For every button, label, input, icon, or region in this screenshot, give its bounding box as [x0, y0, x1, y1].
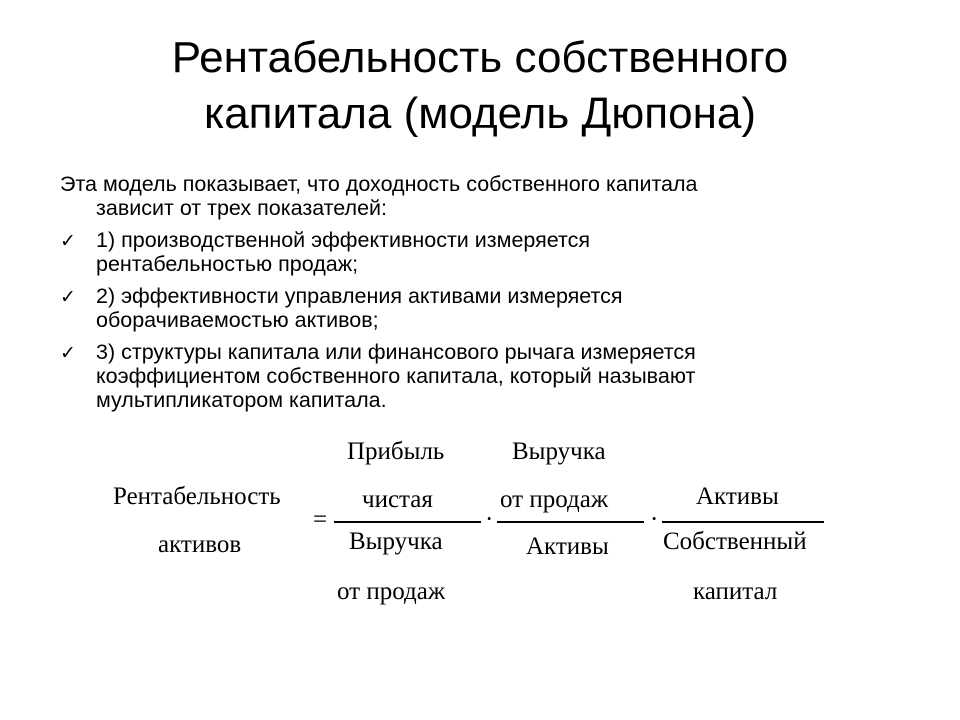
check-icon: ✓: [60, 342, 76, 364]
check-icon: ✓: [60, 286, 76, 308]
fraction-1-numerator-line-2: чистая: [362, 486, 433, 513]
multiply-dot: ·: [485, 506, 494, 533]
fraction-2-numerator-line-2: от продаж: [500, 486, 609, 513]
formula-lhs-line-2: активов: [158, 531, 242, 558]
bullet-line: мультипликатором капитала.: [96, 388, 387, 412]
fraction-1-denominator-line-1: Выручка: [349, 528, 443, 555]
fraction-2-bar: [497, 521, 644, 523]
bullet-line: коэффициентом собственного капитала, который называют: [96, 364, 696, 388]
intro-line-1: Эта модель показывает, что доходность собственного капитала: [60, 172, 698, 196]
formula-lhs-line-1: Рентабельность: [113, 483, 281, 510]
fraction-3-bar: [662, 521, 824, 523]
check-icon: ✓: [60, 230, 76, 252]
bullet-line: рентабельностью продаж;: [96, 252, 359, 276]
multiply-dot: ·: [650, 506, 659, 533]
fraction-1-denominator-line-2: от продаж: [337, 578, 446, 605]
fraction-2-denominator: Активы: [526, 533, 609, 560]
fraction-1-numerator-line-1: Прибыль: [347, 438, 445, 465]
fraction-3-denominator-line-1: Собственный: [663, 528, 807, 555]
bullet-line: оборачиваемостью активов;: [96, 308, 379, 332]
fraction-2-numerator-line-1: Выручка: [512, 438, 606, 465]
bullet-line: 2) эффективности управления активами измеряется: [96, 284, 623, 308]
intro-line-2: зависит от трех показателей:: [96, 196, 388, 220]
bullet-line: 3) структуры капитала или финансового рычага измеряется: [96, 340, 696, 364]
fraction-3-denominator-line-2: капитал: [693, 578, 778, 605]
title-line-2: капитала (модель Дюпона): [203, 89, 757, 138]
fraction-3-numerator: Активы: [696, 483, 779, 510]
title-line-1: Рентабельность собственного: [171, 33, 789, 82]
bullet-line: 1) производственной эффективности измеряется: [96, 228, 590, 252]
formula-equals: =: [313, 506, 328, 533]
fraction-1-bar: [334, 521, 481, 523]
